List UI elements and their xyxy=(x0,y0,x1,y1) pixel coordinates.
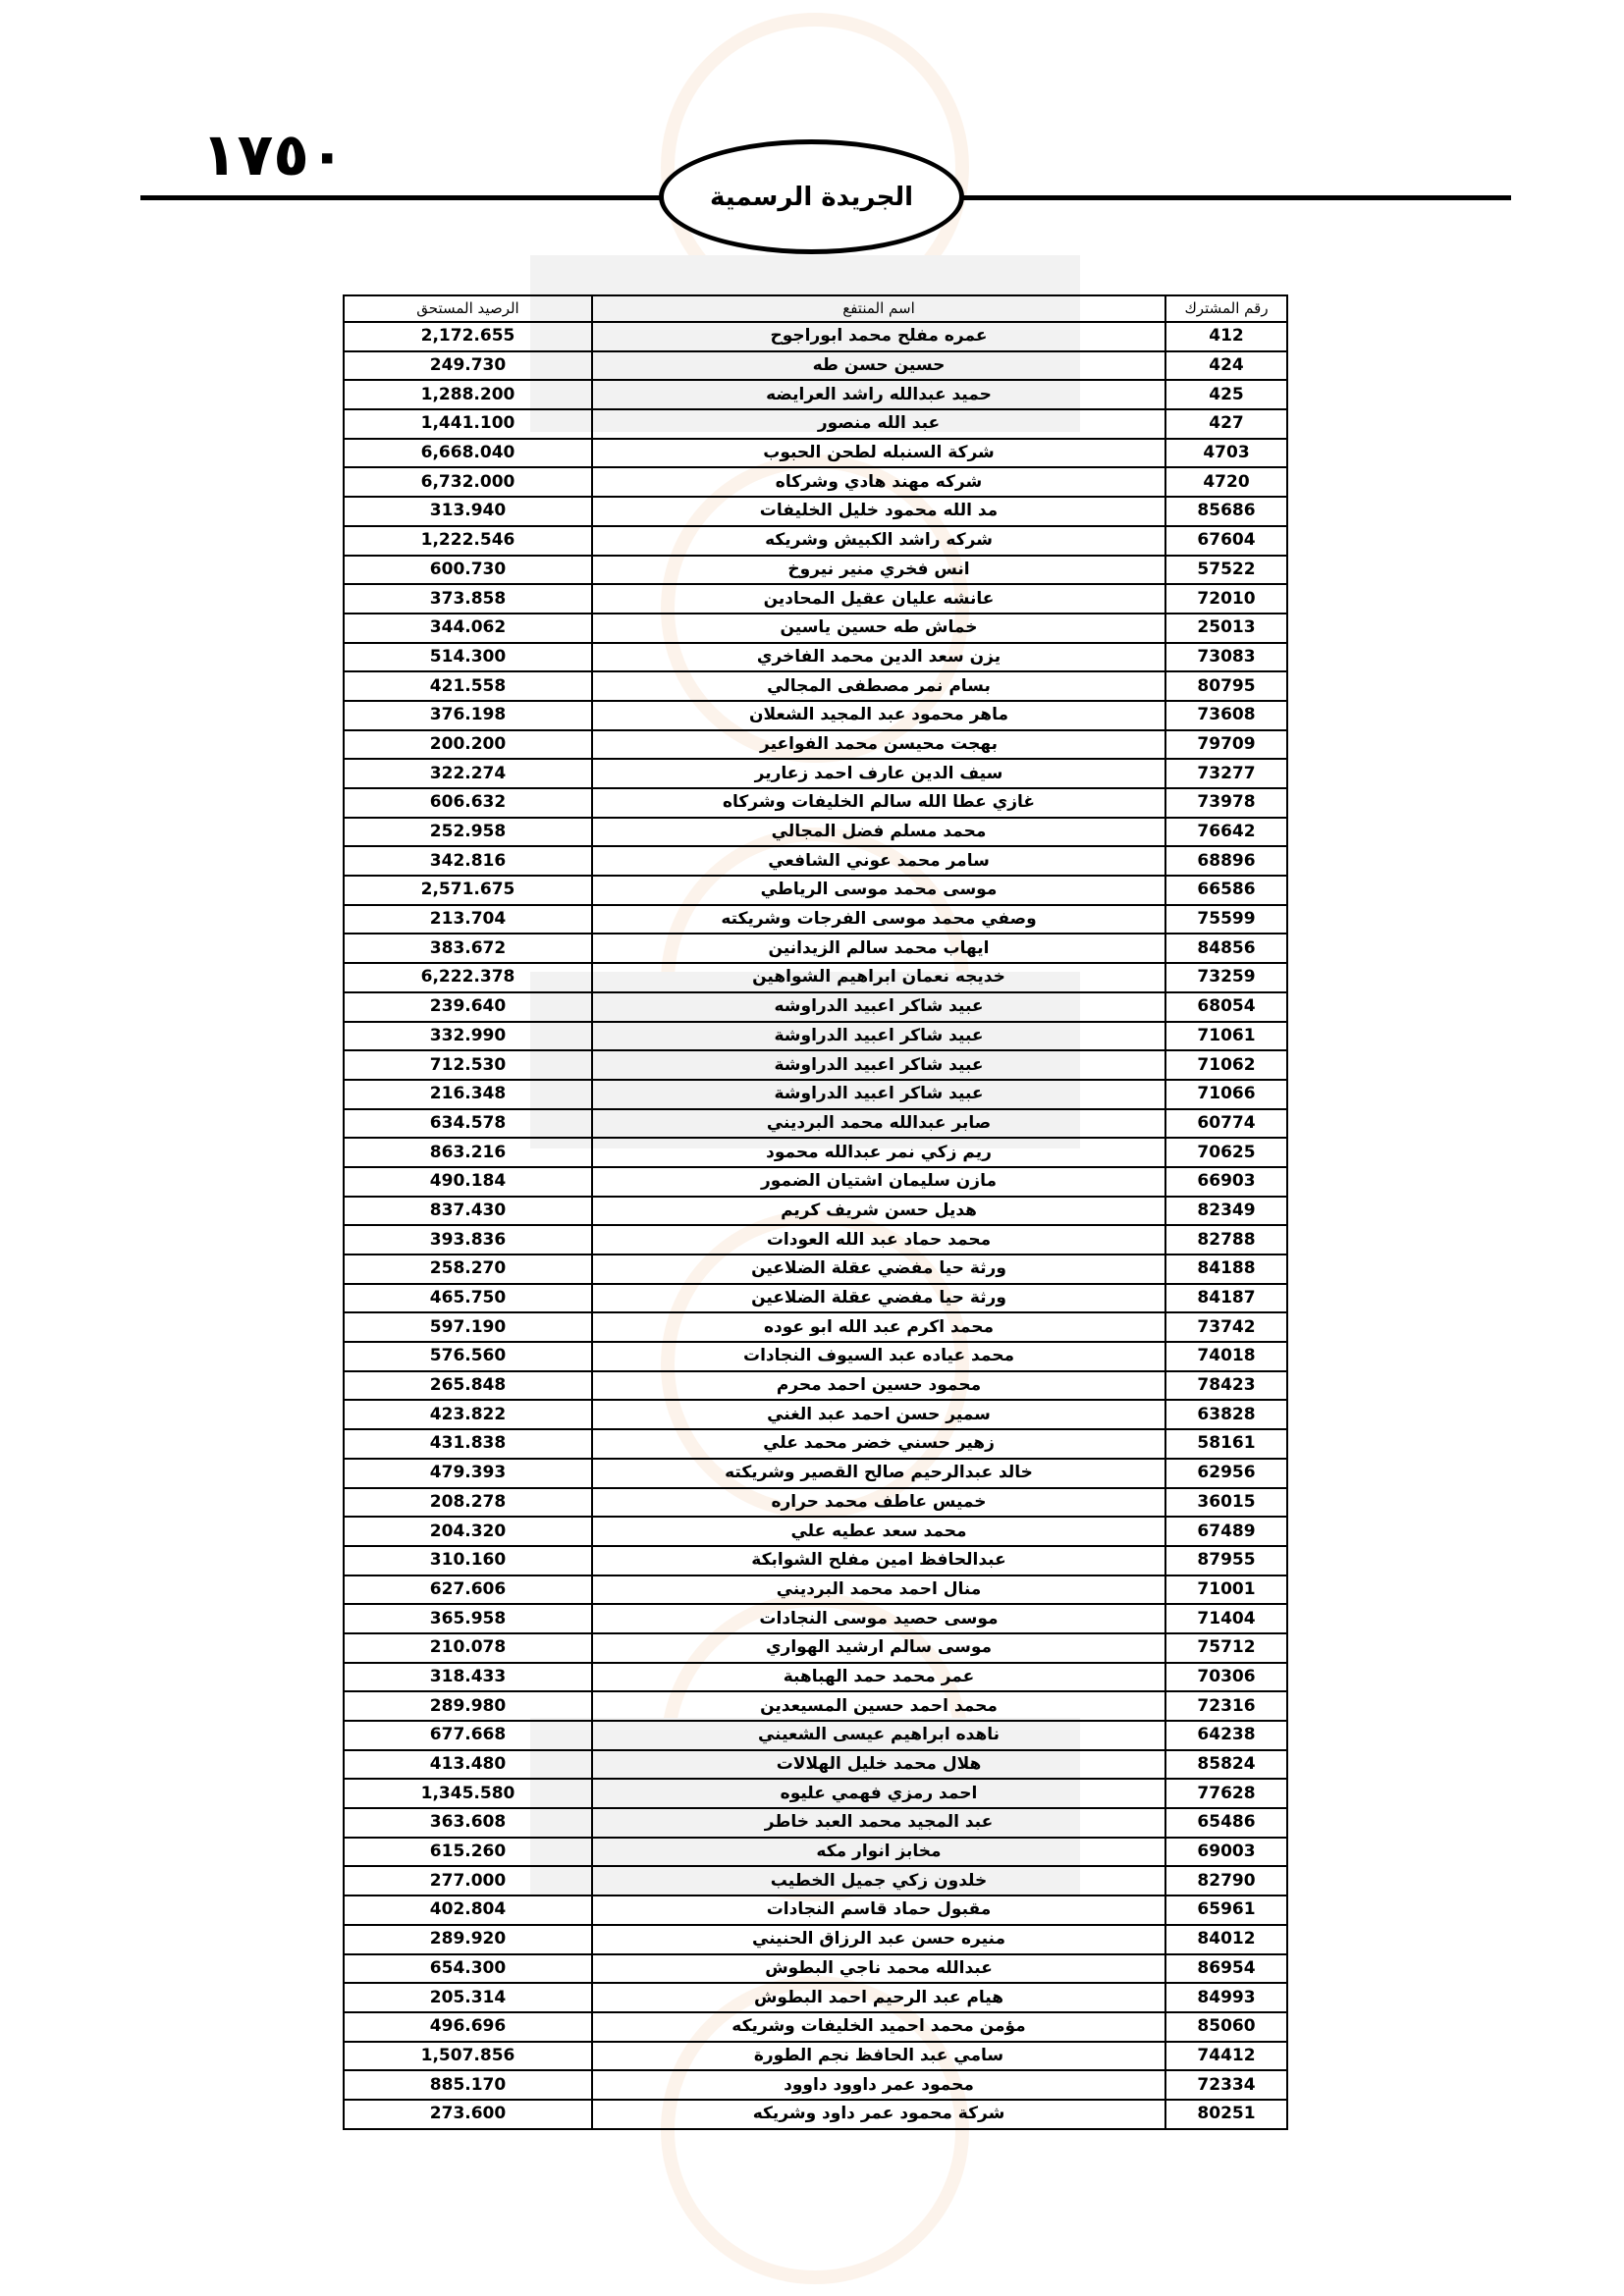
subscriber-number-cell: 58161 xyxy=(1165,1429,1287,1459)
subscriber-number-cell: 75599 xyxy=(1165,905,1287,934)
table-row xyxy=(344,614,1287,643)
balance-cell: 318.433 xyxy=(344,1663,592,1692)
beneficiary-name-cell: موسى محمد موسى الرياطي xyxy=(592,876,1165,905)
balance-cell: 332.990 xyxy=(344,1022,592,1051)
table-row xyxy=(344,1663,1287,1692)
beneficiary-name-cell: عمره مفلح محمد ابوراجوح xyxy=(592,322,1165,351)
balance-cell: 383.672 xyxy=(344,934,592,963)
beneficiary-name-cell: حسين حسن طه xyxy=(592,351,1165,381)
subscriber-number-cell: 79709 xyxy=(1165,730,1287,760)
table-row xyxy=(344,1429,1287,1459)
beneficiary-name-cell: مخابز انوار مكه xyxy=(592,1838,1165,1867)
subscriber-number-cell: 63828 xyxy=(1165,1400,1287,1429)
subscriber-number-cell: 84187 xyxy=(1165,1284,1287,1313)
beneficiary-name-cell: عانشه عليان عقيل المحادين xyxy=(592,584,1165,614)
table-row xyxy=(344,351,1287,381)
balance-cell: 1,288.200 xyxy=(344,380,592,409)
balance-cell: 863.216 xyxy=(344,1138,592,1167)
balance-cell: 273.600 xyxy=(344,2100,592,2129)
subscriber-number-cell: 80251 xyxy=(1165,2100,1287,2129)
beneficiary-name-cell: بهجت محيسن محمد الفواعير xyxy=(592,730,1165,760)
beneficiary-name-cell: شركه راشد الكبيش وشريكه xyxy=(592,526,1165,556)
table-row xyxy=(344,526,1287,556)
column-header-subscriber-number: رقم المشترك xyxy=(1165,295,1287,322)
subscriber-number-cell: 84188 xyxy=(1165,1255,1287,1284)
beneficiary-name-cell: عبد المجيد محمد العبد خاطر xyxy=(592,1808,1165,1838)
table-row xyxy=(344,497,1287,526)
balance-cell: 615.260 xyxy=(344,1838,592,1867)
table-row xyxy=(344,905,1287,934)
beneficiary-name-cell: محمد عياده عبد السيوف النجادات xyxy=(592,1342,1165,1371)
subscriber-number-cell: 85824 xyxy=(1165,1750,1287,1780)
table-row xyxy=(344,1284,1287,1313)
beneficiary-name-cell: ورثة حيا مفضي عقلة الضلاعين xyxy=(592,1284,1165,1313)
table-row xyxy=(344,1255,1287,1284)
subscriber-number-cell: 66903 xyxy=(1165,1167,1287,1197)
beneficiary-name-cell: ماهر محمود عبد المجيد الشعلان xyxy=(592,701,1165,730)
balance-cell: 344.062 xyxy=(344,614,592,643)
balance-cell: 376.198 xyxy=(344,701,592,730)
beneficiary-name-cell: عبد الله منصور xyxy=(592,409,1165,439)
subscriber-number-cell: 85060 xyxy=(1165,2012,1287,2042)
table-row xyxy=(344,2042,1287,2071)
table-row xyxy=(344,409,1287,439)
subscriber-number-cell: 4720 xyxy=(1165,467,1287,497)
balance-cell: 465.750 xyxy=(344,1284,592,1313)
subscriber-number-cell: 71062 xyxy=(1165,1050,1287,1080)
table-row xyxy=(344,788,1287,818)
table-row xyxy=(344,2012,1287,2042)
beneficiary-name-cell: محمود عمر داوود داوود xyxy=(592,2070,1165,2100)
beneficiary-name-cell: انس فخري منير نيروخ xyxy=(592,556,1165,585)
balance-cell: 313.940 xyxy=(344,497,592,526)
subscriber-number-cell: 67489 xyxy=(1165,1517,1287,1546)
balance-cell: 6,222.378 xyxy=(344,963,592,992)
table-row xyxy=(344,1721,1287,1750)
beneficiary-name-cell: عبدالحافظ امين مفلح الشوابكة xyxy=(592,1546,1165,1575)
balance-cell: 712.530 xyxy=(344,1050,592,1080)
subscriber-number-cell: 69003 xyxy=(1165,1838,1287,1867)
table-row xyxy=(344,1896,1287,1925)
subscriber-number-cell: 84993 xyxy=(1165,1983,1287,2012)
beneficiary-name-cell: سامي عبد الحافظ نجم الطورة xyxy=(592,2042,1165,2071)
table-row xyxy=(344,846,1287,876)
table-row xyxy=(344,876,1287,905)
beneficiary-name-cell: هلال محمد خليل الهلالات xyxy=(592,1750,1165,1780)
table-row xyxy=(344,439,1287,468)
beneficiary-name-cell: محمود حسين احمد محرم xyxy=(592,1371,1165,1401)
table-row xyxy=(344,1779,1287,1808)
beneficiary-name-cell: منال احمد محمد البرديني xyxy=(592,1575,1165,1605)
subscriber-number-cell: 84856 xyxy=(1165,934,1287,963)
beneficiary-name-cell: احمد رمزي فهمي عليوه xyxy=(592,1779,1165,1808)
balance-cell: 216.348 xyxy=(344,1080,592,1109)
balance-cell: 600.730 xyxy=(344,556,592,585)
table-row xyxy=(344,759,1287,788)
subscriber-number-cell: 73978 xyxy=(1165,788,1287,818)
subscriber-number-cell: 25013 xyxy=(1165,614,1287,643)
header-title-oval xyxy=(659,139,964,254)
balance-cell: 1,507.856 xyxy=(344,2042,592,2071)
table-row xyxy=(344,380,1287,409)
subscriber-number-cell: 82790 xyxy=(1165,1866,1287,1896)
table-row xyxy=(344,1225,1287,1255)
beneficiary-name-cell: محمد اكرم عبد الله ابو عوده xyxy=(592,1312,1165,1342)
balance-cell: 479.393 xyxy=(344,1459,592,1488)
beneficiary-name-cell: خميس عاطف محمد حراره xyxy=(592,1488,1165,1518)
subscriber-number-cell: 85686 xyxy=(1165,497,1287,526)
subscriber-number-cell: 57522 xyxy=(1165,556,1287,585)
column-header-beneficiary-name: اسم المنتفع xyxy=(592,295,1165,322)
balance-cell: 885.170 xyxy=(344,2070,592,2100)
subscriber-number-cell: 73259 xyxy=(1165,963,1287,992)
subscriber-number-cell: 73277 xyxy=(1165,759,1287,788)
subscriber-number-cell: 86954 xyxy=(1165,1954,1287,1984)
subscriber-number-cell: 71066 xyxy=(1165,1080,1287,1109)
balance-cell: 1,345.580 xyxy=(344,1779,592,1808)
beneficiary-name-cell: هيام عبد الرحيم احمد البطوش xyxy=(592,1983,1165,2012)
table-row xyxy=(344,818,1287,847)
table-row xyxy=(344,467,1287,497)
balance-cell: 837.430 xyxy=(344,1197,592,1226)
beneficiary-name-cell: عبيد شاكر اعبيد الدراوشة xyxy=(592,1022,1165,1051)
balance-cell: 239.640 xyxy=(344,992,592,1022)
balance-cell: 6,732.000 xyxy=(344,467,592,497)
beneficiary-name-cell: منيره حسن عبد الرزاق الحنيني xyxy=(592,1925,1165,1954)
beneficiary-name-cell: يزن سعد الدين محمد الفاخري xyxy=(592,643,1165,672)
beneficiary-name-cell: موسى حصيد موسى النجادات xyxy=(592,1604,1165,1633)
table-row xyxy=(344,1604,1287,1633)
beneficiary-name-cell: عبيد شاكر اعبيد الدراوشة xyxy=(592,1050,1165,1080)
subscriber-number-cell: 427 xyxy=(1165,409,1287,439)
balance-cell: 342.816 xyxy=(344,846,592,876)
beneficiary-name-cell: خديجه نعمان ابراهيم الشواهين xyxy=(592,963,1165,992)
subscriber-number-cell: 65486 xyxy=(1165,1808,1287,1838)
beneficiary-name-cell: زهير حسني خضر محمد علي xyxy=(592,1429,1165,1459)
table-row xyxy=(344,1342,1287,1371)
subscriber-number-cell: 67604 xyxy=(1165,526,1287,556)
balance-cell: 365.958 xyxy=(344,1604,592,1633)
table-row xyxy=(344,1691,1287,1721)
subscriber-number-cell: 64238 xyxy=(1165,1721,1287,1750)
subscriber-number-cell: 70625 xyxy=(1165,1138,1287,1167)
balance-cell: 252.958 xyxy=(344,818,592,847)
subscriber-number-cell: 66586 xyxy=(1165,876,1287,905)
subscriber-number-cell: 84012 xyxy=(1165,1925,1287,1954)
balance-cell: 363.608 xyxy=(344,1808,592,1838)
table-row xyxy=(344,1546,1287,1575)
table-row xyxy=(344,1983,1287,2012)
table-row xyxy=(344,1954,1287,1984)
beneficiary-name-cell: خماش طه حسين ياسين xyxy=(592,614,1165,643)
beneficiary-name-cell: محمد احمد حسين المسيعدين xyxy=(592,1691,1165,1721)
table-row xyxy=(344,1022,1287,1051)
table-row xyxy=(344,556,1287,585)
table-row xyxy=(344,1633,1287,1663)
balance-cell: 606.632 xyxy=(344,788,592,818)
beneficiary-name-cell: عبيد شاكر اعبيد الدراوشة xyxy=(592,1080,1165,1109)
subscriber-number-cell: 72316 xyxy=(1165,1691,1287,1721)
beneficiary-name-cell: سمير حسن احمد عبد الغني xyxy=(592,1400,1165,1429)
table-row xyxy=(344,1488,1287,1518)
subscriber-number-cell: 62956 xyxy=(1165,1459,1287,1488)
balance-cell: 200.200 xyxy=(344,730,592,760)
balance-cell: 402.804 xyxy=(344,1896,592,1925)
balance-cell: 213.704 xyxy=(344,905,592,934)
beneficiary-name-cell: بسام نمر مصطفى المجالي xyxy=(592,671,1165,701)
subscriber-number-cell: 73608 xyxy=(1165,701,1287,730)
subscriber-number-cell: 70306 xyxy=(1165,1663,1287,1692)
balance-cell: 208.278 xyxy=(344,1488,592,1518)
balance-cell: 6,668.040 xyxy=(344,439,592,468)
table-row xyxy=(344,1459,1287,1488)
table-row xyxy=(344,2070,1287,2100)
subscriber-number-cell: 74412 xyxy=(1165,2042,1287,2071)
subscriber-number-cell: 76642 xyxy=(1165,818,1287,847)
balance-cell: 496.696 xyxy=(344,2012,592,2042)
subscriber-number-cell: 71061 xyxy=(1165,1022,1287,1051)
beneficiary-name-cell: مؤمن محمد احميد الخليفات وشريكه xyxy=(592,2012,1165,2042)
subscriber-number-cell: 68896 xyxy=(1165,846,1287,876)
beneficiary-name-cell: محمد حماد عبد الله العودات xyxy=(592,1225,1165,1255)
balance-cell: 597.190 xyxy=(344,1312,592,1342)
table-row xyxy=(344,1866,1287,1896)
subscriber-number-cell: 72334 xyxy=(1165,2070,1287,2100)
table-row xyxy=(344,1838,1287,1867)
table-row xyxy=(344,1197,1287,1226)
subscriber-number-cell: 65961 xyxy=(1165,1896,1287,1925)
balance-cell: 1,441.100 xyxy=(344,409,592,439)
table-row xyxy=(344,1050,1287,1080)
subscriber-number-cell: 80795 xyxy=(1165,671,1287,701)
balance-cell: 265.848 xyxy=(344,1371,592,1401)
balance-cell: 413.480 xyxy=(344,1750,592,1780)
subscriber-number-cell: 4703 xyxy=(1165,439,1287,468)
subscriber-number-cell: 424 xyxy=(1165,351,1287,381)
subscriber-number-cell: 82349 xyxy=(1165,1197,1287,1226)
balance-cell: 204.320 xyxy=(344,1517,592,1546)
beneficiary-name-cell: صابر عبدالله محمد البرديني xyxy=(592,1109,1165,1139)
beneficiary-name-cell: هديل حسن شريف كريم xyxy=(592,1197,1165,1226)
subscriber-number-cell: 82788 xyxy=(1165,1225,1287,1255)
beneficiary-name-cell: مد الله محمود خليل الخليفات xyxy=(592,497,1165,526)
table-row xyxy=(344,1371,1287,1401)
balance-cell: 2,571.675 xyxy=(344,876,592,905)
beneficiary-name-cell: شركة السنبله لطحن الحبوب xyxy=(592,439,1165,468)
subscriber-number-cell: 87955 xyxy=(1165,1546,1287,1575)
table-row xyxy=(344,701,1287,730)
table-row xyxy=(344,1109,1287,1139)
table-row xyxy=(344,671,1287,701)
beneficiary-name-cell: ناهده ابراهيم عيسى الشعيني xyxy=(592,1721,1165,1750)
subscriber-number-cell: 412 xyxy=(1165,322,1287,351)
page-title: الجريدة الرسمية xyxy=(710,182,913,212)
balance-cell: 1,222.546 xyxy=(344,526,592,556)
balance-cell: 514.300 xyxy=(344,643,592,672)
table-row xyxy=(344,1138,1287,1167)
beneficiary-name-cell: عبيد شاكر اعبيد الدراوشه xyxy=(592,992,1165,1022)
table-row xyxy=(344,1808,1287,1838)
subscriber-number-cell: 68054 xyxy=(1165,992,1287,1022)
beneficiary-name-cell: ريم زكي نمر عبدالله محمود xyxy=(592,1138,1165,1167)
table-row xyxy=(344,1312,1287,1342)
beneficiary-name-cell: عبدالله محمد ناجي البطوش xyxy=(592,1954,1165,1984)
beneficiary-name-cell: سامر محمد عوني الشافعي xyxy=(592,846,1165,876)
column-header-balance-due: الرصيد المستحق xyxy=(344,295,592,322)
beneficiary-name-cell: شركه مهند هادي وشركاه xyxy=(592,467,1165,497)
subscriber-number-cell: 71404 xyxy=(1165,1604,1287,1633)
table-row xyxy=(344,1167,1287,1197)
balance-cell: 2,172.655 xyxy=(344,322,592,351)
balance-cell: 373.858 xyxy=(344,584,592,614)
table-row xyxy=(344,2100,1287,2129)
subscriber-number-cell: 36015 xyxy=(1165,1488,1287,1518)
balance-cell: 576.560 xyxy=(344,1342,592,1371)
subscriber-number-cell: 73083 xyxy=(1165,643,1287,672)
subscriber-number-cell: 73742 xyxy=(1165,1312,1287,1342)
subscriber-number-cell: 71001 xyxy=(1165,1575,1287,1605)
beneficiary-name-cell: سيف الدين عارف احمد زعارير xyxy=(592,759,1165,788)
table-row xyxy=(344,730,1287,760)
table-row xyxy=(344,1750,1287,1780)
beneficiary-name-cell: خالد عبدالرحيم صالح القصير وشريكته xyxy=(592,1459,1165,1488)
table-row xyxy=(344,1080,1287,1109)
subscribers-table xyxy=(343,294,1288,2130)
table-row xyxy=(344,1575,1287,1605)
balance-cell: 654.300 xyxy=(344,1954,592,1984)
beneficiary-name-cell: مازن سليمان اشتيان الضمور xyxy=(592,1167,1165,1197)
beneficiary-name-cell: ايهاب محمد سالم الزيدانين xyxy=(592,934,1165,963)
balance-cell: 258.270 xyxy=(344,1255,592,1284)
beneficiary-name-cell: غازي عطا الله سالم الخليفات وشركاه xyxy=(592,788,1165,818)
table-row xyxy=(344,963,1287,992)
balance-cell: 322.274 xyxy=(344,759,592,788)
table-row xyxy=(344,1400,1287,1429)
table-row xyxy=(344,643,1287,672)
beneficiary-name-cell: خلدون زكي جميل الخطيب xyxy=(592,1866,1165,1896)
subscriber-number-cell: 74018 xyxy=(1165,1342,1287,1371)
table-row xyxy=(344,992,1287,1022)
balance-cell: 634.578 xyxy=(344,1109,592,1139)
subscriber-number-cell: 77628 xyxy=(1165,1779,1287,1808)
balance-cell: 677.668 xyxy=(344,1721,592,1750)
balance-cell: 393.836 xyxy=(344,1225,592,1255)
beneficiary-name-cell: ورثة حيا مفضي عقلة الضلاعين xyxy=(592,1255,1165,1284)
table-row xyxy=(344,934,1287,963)
subscriber-number-cell: 75712 xyxy=(1165,1633,1287,1663)
table-row xyxy=(344,1925,1287,1954)
subscriber-number-cell: 60774 xyxy=(1165,1109,1287,1139)
balance-cell: 627.606 xyxy=(344,1575,592,1605)
balance-cell: 249.730 xyxy=(344,351,592,381)
beneficiary-name-cell: موسى سالم ارشيد الهواري xyxy=(592,1633,1165,1663)
beneficiary-name-cell: محمد سعد عطيه علي xyxy=(592,1517,1165,1546)
beneficiary-name-cell: محمد مسلم فضل المجالي xyxy=(592,818,1165,847)
table-row xyxy=(344,1517,1287,1546)
balance-cell: 310.160 xyxy=(344,1546,592,1575)
subscriber-number-cell: 425 xyxy=(1165,380,1287,409)
table-row xyxy=(344,584,1287,614)
beneficiary-name-cell: وصفي محمد موسى الفرجات وشريكته xyxy=(592,905,1165,934)
beneficiary-name-cell: شركة محمود عمر داود وشريكه xyxy=(592,2100,1165,2129)
subscriber-number-cell: 78423 xyxy=(1165,1371,1287,1401)
balance-cell: 431.838 xyxy=(344,1429,592,1459)
beneficiary-name-cell: حميد عبدالله راشد العرايضه xyxy=(592,380,1165,409)
balance-cell: 421.558 xyxy=(344,671,592,701)
table-row xyxy=(344,322,1287,351)
balance-cell: 277.000 xyxy=(344,1866,592,1896)
balance-cell: 289.920 xyxy=(344,1925,592,1954)
balance-cell: 423.822 xyxy=(344,1400,592,1429)
beneficiary-name-cell: عمر محمد حمد الهباهبة xyxy=(592,1663,1165,1692)
table-header-row xyxy=(344,295,1287,322)
balance-cell: 205.314 xyxy=(344,1983,592,2012)
balance-cell: 490.184 xyxy=(344,1167,592,1197)
balance-cell: 289.980 xyxy=(344,1691,592,1721)
subscriber-number-cell: 72010 xyxy=(1165,584,1287,614)
page-number: ١٧٥٠ xyxy=(201,121,346,189)
beneficiary-name-cell: مقبول حماد قاسم النجادات xyxy=(592,1896,1165,1925)
balance-cell: 210.078 xyxy=(344,1633,592,1663)
